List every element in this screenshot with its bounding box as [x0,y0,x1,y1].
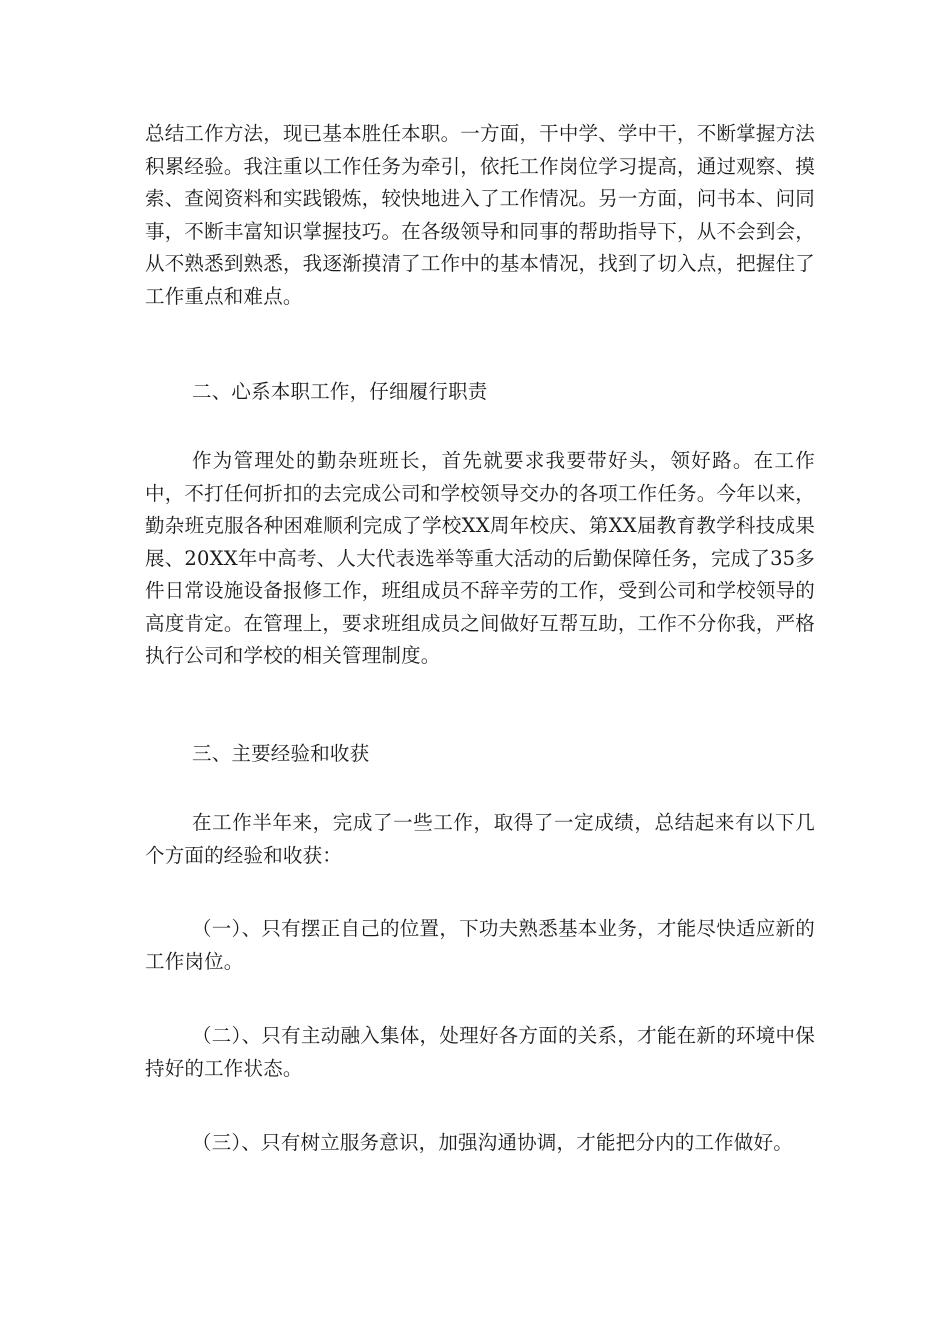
paragraph-work-methods: 总结工作方法，现已基本胜任本职。一方面，干中学、学中干，不断掌握方法积累经验。我注重以工作任务为牵引，依托工作岗位学习提高，通过观察、摸索、查阅资料和实践锻炼，较快地进入了工作情况。另一方面，问书本、问同事，不断丰富知识掌握技巧。在各级领导和同事的帮助指导下，从不会到会，从不熟悉到熟悉，我逐渐摸清了工作中的基本情况，找到了切入点，把握住了工作重点和难点。 [145,122,815,308]
list-item-1: （一）、只有摆正自己的位置，下功夫熟悉基本业务，才能尽快适应新的工作岗位。 [145,917,815,973]
list-item-2: （二）、只有主动融入集体，处理好各方面的关系，才能在新的环境中保持好的工作状态。 [145,1024,815,1080]
paragraph-experience-intro: 在工作半年来，完成了一些工作，取得了一定成绩，总结起来有以下几个方面的经验和收获： [145,811,815,867]
section-heading-3: 三、主要经验和收获 [192,742,370,765]
section-heading-2: 二、心系本职工作，仔细履行职责 [192,380,488,403]
paragraph-duties: 作为管理处的勤杂班班长，首先就要求我要带好头，领好路。在工作中，不打任何折扣的去完成公司和学校领导交办的各项工作任务。今年以来，勤杂班克服各种困难顺利完成了学校XX周年校庆、第XX届教育教学科技成果展、20XX年中高考、人大代表选举等重大活动的后勤保障任务，完成了35多件日常设施设备报修工作，班组成员不辞辛劳的工作，受到公司和学校领导的高度肯定。在管理上，要求班组成员之间做好互帮互助，工作不分你我，严格执行公司和学校的相关管理制度。 [145,449,815,667]
list-item-3: （三）、只有树立服务意识，加强沟通协调，才能把分内的工作做好。 [192,1131,793,1154]
